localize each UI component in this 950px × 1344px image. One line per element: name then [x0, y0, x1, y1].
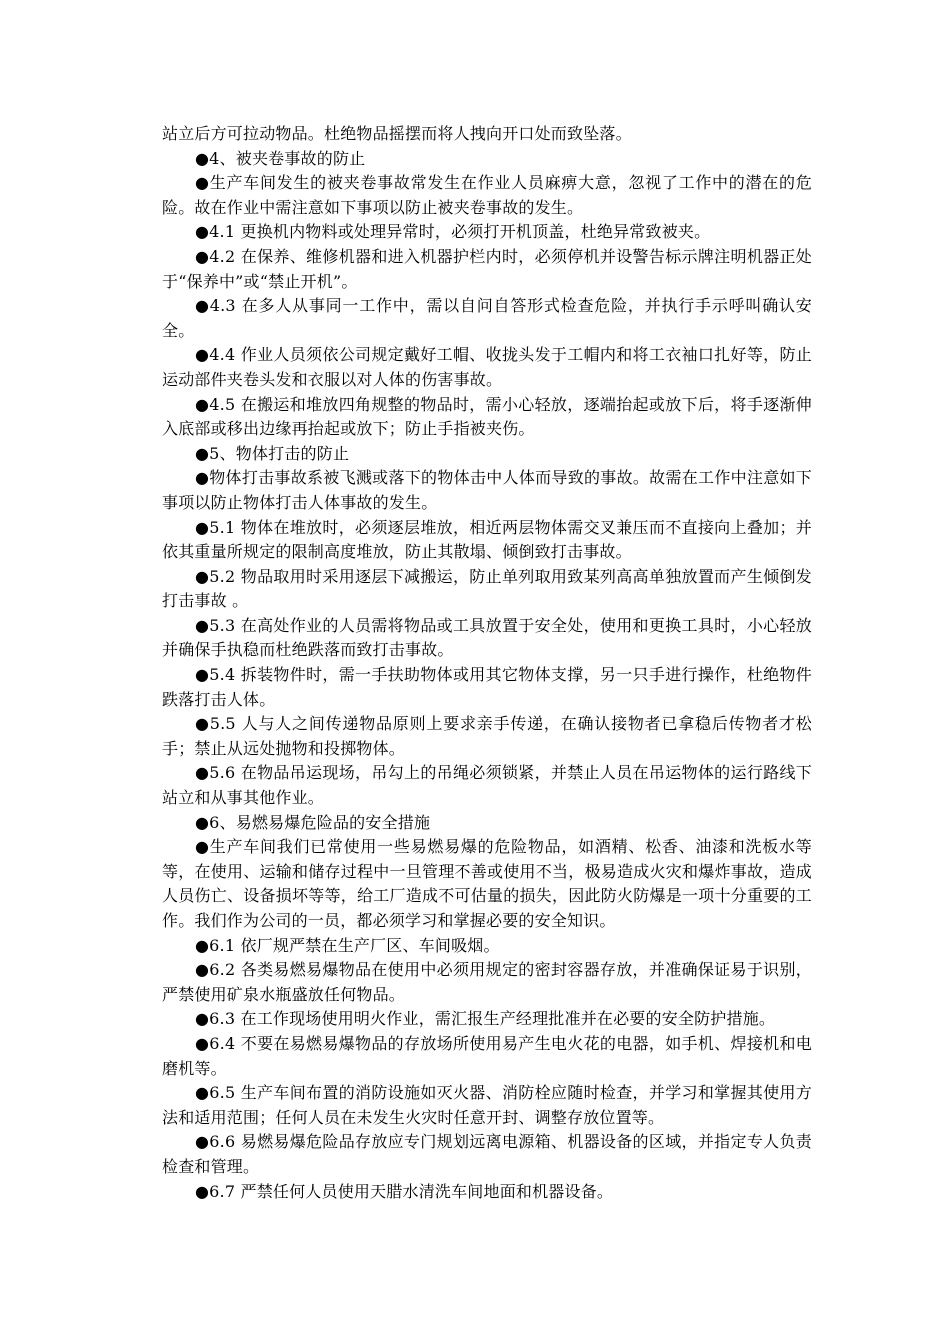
list-item: ●6.4 不要在易燃易爆物品的存放场所使用易产生电火花的电器，如手机、焊接机和电磨机等。 [162, 1033, 812, 1078]
list-item: ●4.4 作业人员须依公司规定戴好工帽、收拢头发于工帽内和将工衣袖口扎好等，防止运动部件夹卷头发和衣服以对人体的伤害事故。 [162, 345, 812, 389]
list-item: ●5.2 物品取用时采用逐层下减搬运，防止单列取用致某列高高单独放置而产生倾倒发打击事故 。 [162, 566, 812, 611]
section-heading-5: ●5、物体打击的防止 [195, 443, 350, 463]
list-item: ●4.5 在搬运和堆放四角规整的物品时，需小心轻放，逐端抬起或放下后，将手逐渐伸入底部或移出边缘再抬起或放下；防止手指被夹伤。 [162, 394, 812, 439]
list-item: ●6.2 各类易燃易爆物品在使用中必须用规定的密封容器存放，并准确保证易于识别，严禁使用矿泉水瓶盛放任何物品。 [162, 960, 812, 1004]
list-item: ●5.6 在物品吊运现场，吊勾上的吊绳必须锁紧，并禁止人员在吊运物体的运行路线下站立和从事其他作业。 [162, 763, 812, 808]
section-heading-6: ●6、易燃易爆危险品的安全措施 [195, 812, 431, 832]
paragraph: 站立后方可拉动物品。杜绝物品摇摆而将人拽向开口处而致坠落。 [162, 124, 632, 143]
document-page [162, 122, 812, 1204]
list-item: ●5.1 物体在堆放时，必须逐层堆放，相近两层物体需交叉兼压而不直接向上叠加；并依其重量所规定的限制高度堆放，防止其散塌、倾倒致打击事故。 [162, 517, 812, 562]
list-item: ●6.1 依厂规严禁在生产厂区、车间吸烟。 [195, 935, 500, 955]
section-heading-4: ●4、被夹卷事故的防止 [195, 148, 366, 168]
list-item: ●5.5 人与人之间传递物品原则上要求亲手传递，在确认接物者已拿稳后传物者才松手；禁止从远处抛物和投掷物体。 [162, 714, 812, 758]
list-item: ●5.3 在高处作业的人员需将物品或工具放置于安全处，使用和更换工具时，小心轻放并确保手执稳而杜绝跌落而致打击事故。 [162, 615, 812, 660]
list-item: ●6.5 生产车间布置的消防设施如灭火器、消防栓应随时检查，并学习和掌握其使用方法和适用范围；任何人员在未发生火灾时任意开封、调整存放位置等。 [162, 1083, 812, 1127]
list-item: ●4.2 在保养、维修机器和进入机器护栏内时，必须停机并设警告标示牌注明机器正处于“保养中”或“禁止开机”。 [162, 246, 812, 291]
paragraph: ●物体打击事故系被飞溅或落下的物体击中人体而导致的事故。故需在工作中注意如下事项以防止物体打击人体事故的发生。 [162, 468, 812, 512]
list-item: ●6.6 易燃易爆危险品存放应专门规划远离电源箱、机器设备的区域，并指定专人负责检查和管理。 [162, 1132, 812, 1176]
paragraph: ●生产车间我们已常使用一些易燃易爆的危险物品，如酒精、松香、油漆和洗板水等等，在使用、运输和储存过程中一旦管理不善或使用不当，极易造成火灾和爆炸事故，造成人员伤亡、设备损坏等等，给工厂造成不可估量的损失，因此防火防爆是一项十分重要的工作。我们作为公司的一员，都必须学习和掌握必要的安全知识。 [162, 837, 812, 930]
list-item: ●4.1 更换机内物料或处理异常时，必须打开机顶盖，杜绝异常致被夹。 [195, 222, 711, 242]
list-item: ●6.3 在工作现场使用明火作业，需汇报生产经理批准并在必要的安全防护措施。 [195, 1009, 776, 1029]
list-item: ●6.7 严禁任何人员使用天腊水清洗车间地面和机器设备。 [195, 1181, 614, 1201]
paragraph: ●生产车间发生的被夹卷事故常发生在作业人员麻痹大意，忽视了工作中的潜在的危险。故在作业中需注意如下事项以防止被夹卷事故的发生。 [162, 173, 812, 217]
list-item: ●5.4 拆装物件时，需一手扶助物体或用其它物体支撑，另一只手进行操作，杜绝物件跌落打击人体。 [162, 665, 812, 709]
list-item: ●4.3 在多人从事同一工作中，需以自问自答形式检查危险，并执行手示呼叫确认安全。 [162, 296, 812, 340]
